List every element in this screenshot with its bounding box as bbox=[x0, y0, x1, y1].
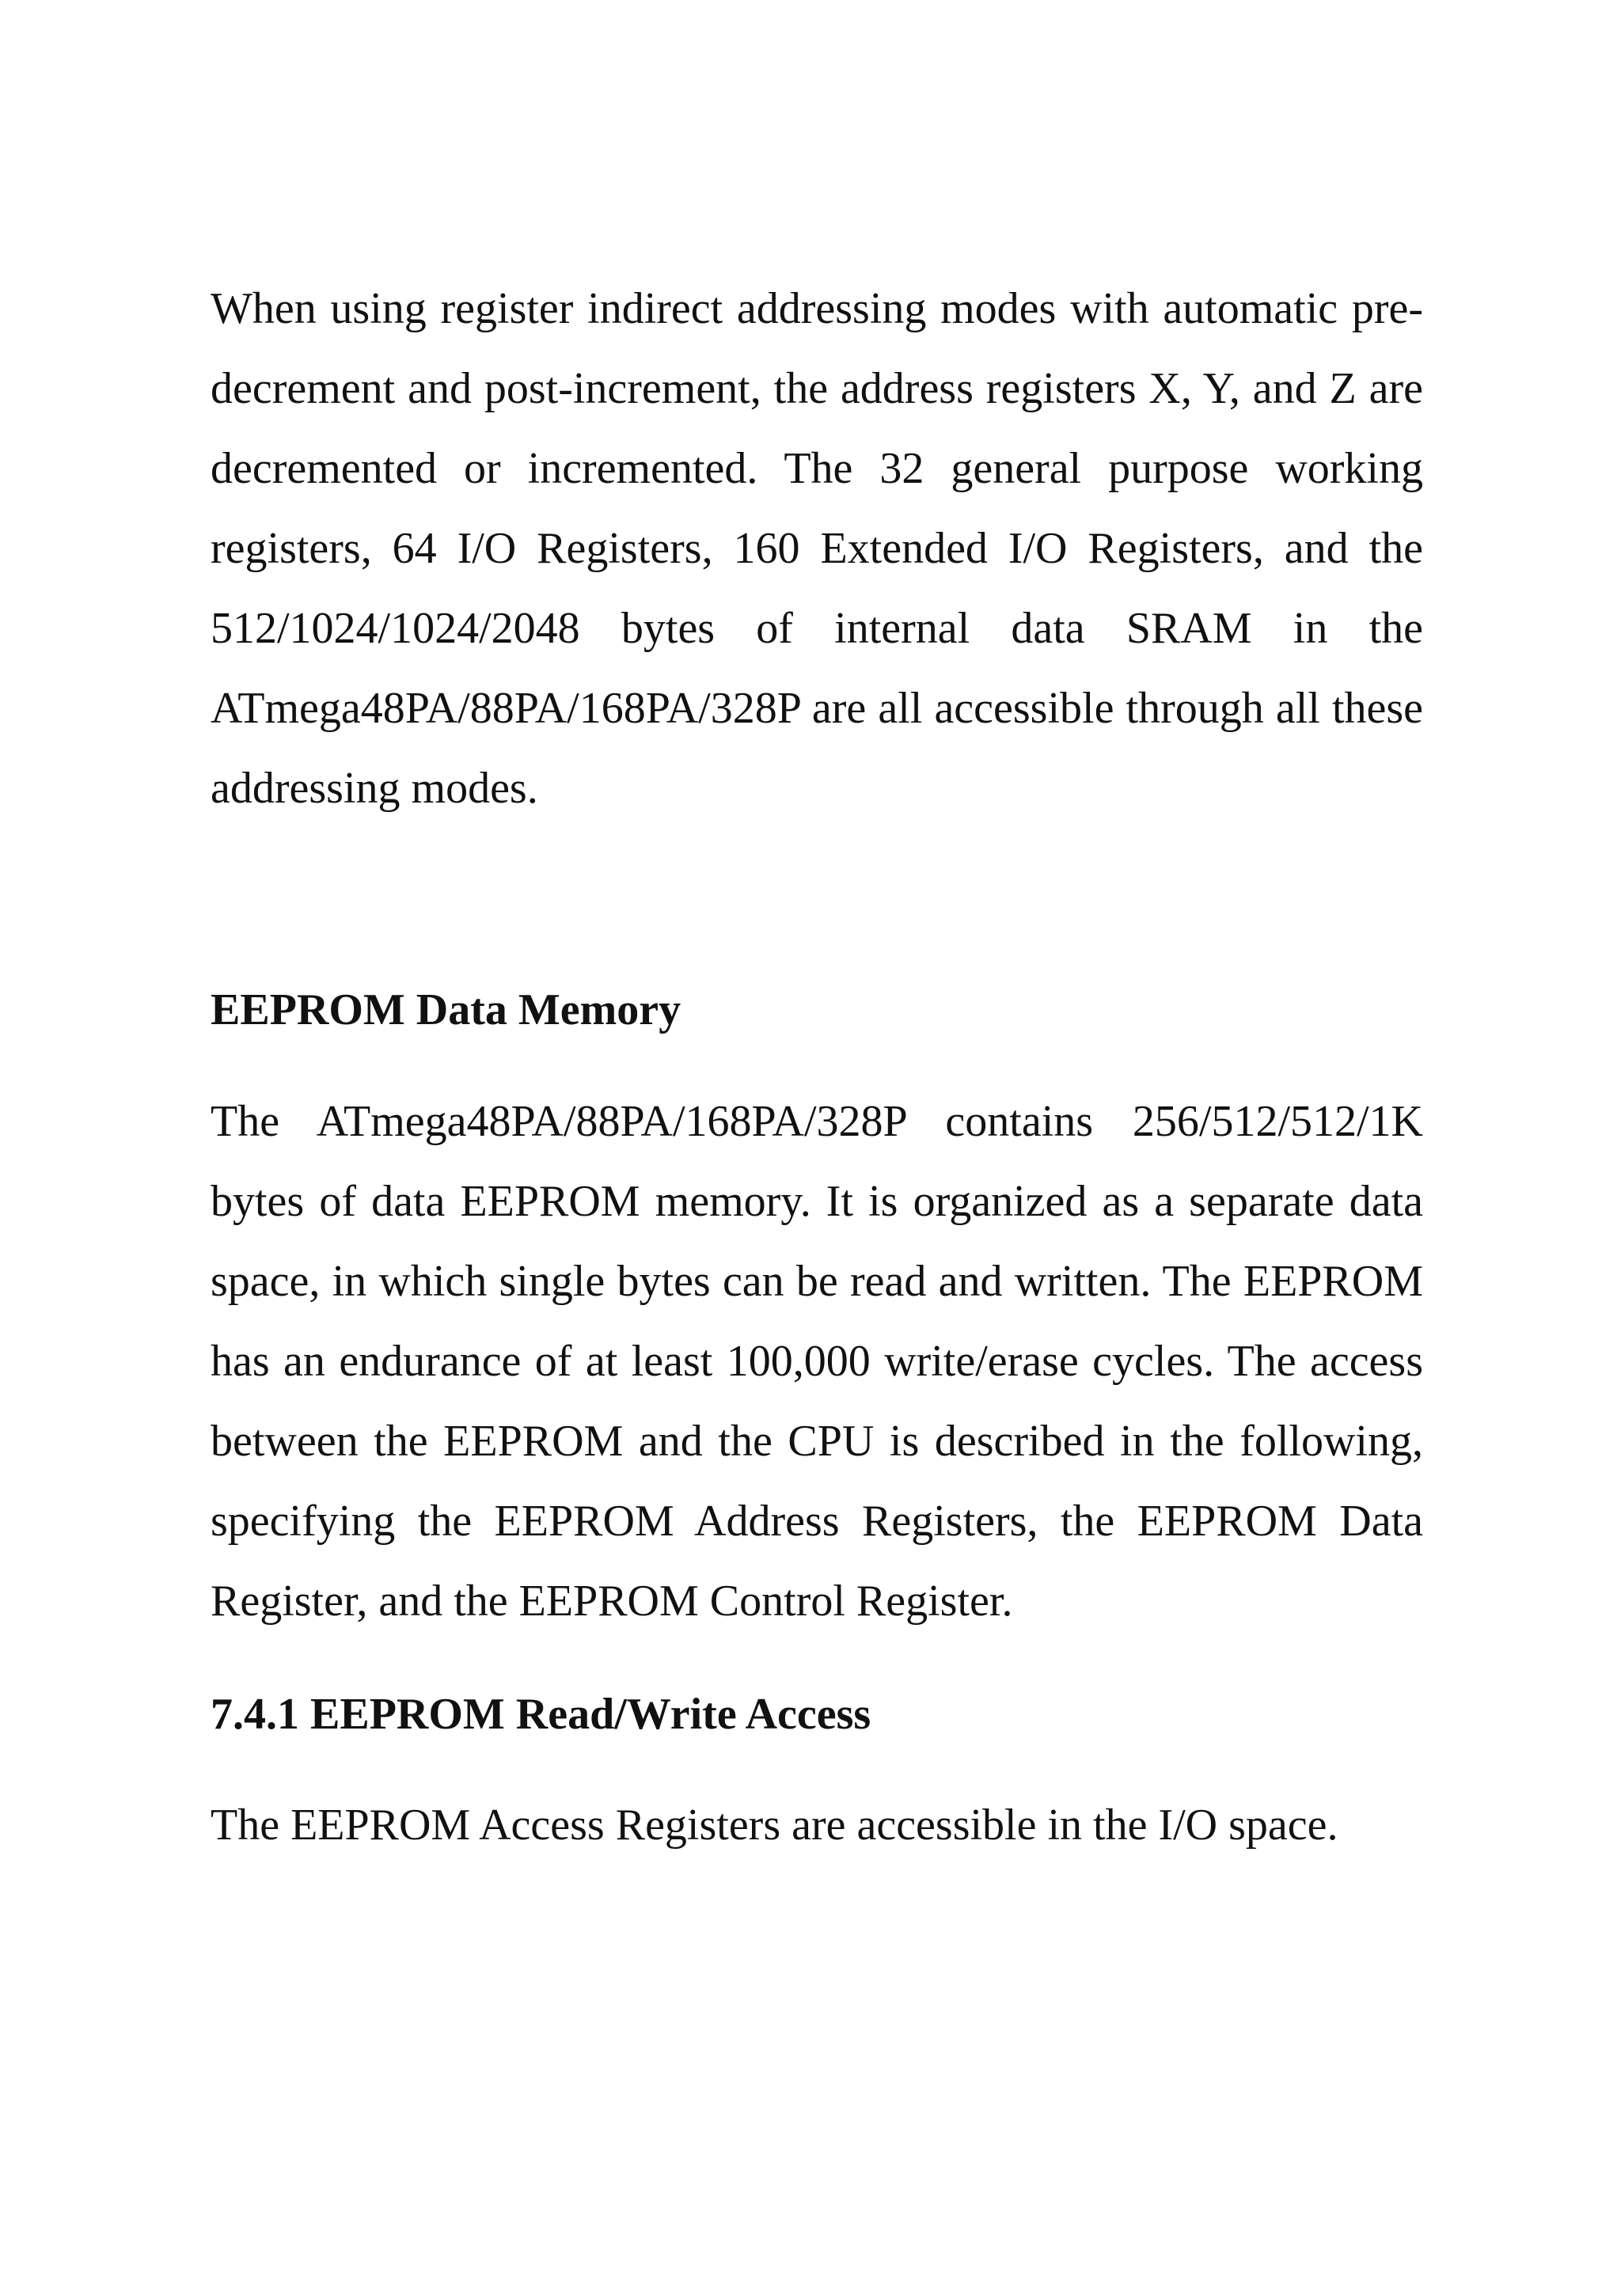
heading-eeprom-read-write-access: 7.4.1 EEPROM Read/Write Access bbox=[211, 1690, 871, 1739]
heading-eeprom-data-memory: EEPROM Data Memory bbox=[211, 985, 681, 1034]
paragraph-addressing-modes: When using register indirect addressing modes with automatic pre-decrement and post-increment, the address registers X, Y, and Z are decremented or incremented. The 32 general purpose working registers, 64 I/O Registers, 160 Extended I/O Registers, and the 512/1024/1024/2048 bytes of internal data SRAM in the ATmega48PA/88PA/168PA/328P are all accessible through all these addressing modes. bbox=[211, 284, 1423, 813]
paragraph-eeprom-description: The ATmega48PA/88PA/168PA/328P contains 256/512/512/1K bytes of data EEPROM memory. It is organized as a separate data space, in which single bytes can be read and written. The EEPROM has an endurance of at least 100,000 write/erase cycles. The access between the EEPROM and the CPU is described in the following, specifying the EEPROM Address Registers, the EEPROM Data Register, and the EEPROM Control Register. bbox=[211, 1097, 1423, 1626]
paragraph-eeprom-access-registers: The EEPROM Access Registers are accessible in the I/O space. bbox=[211, 1801, 1338, 1850]
